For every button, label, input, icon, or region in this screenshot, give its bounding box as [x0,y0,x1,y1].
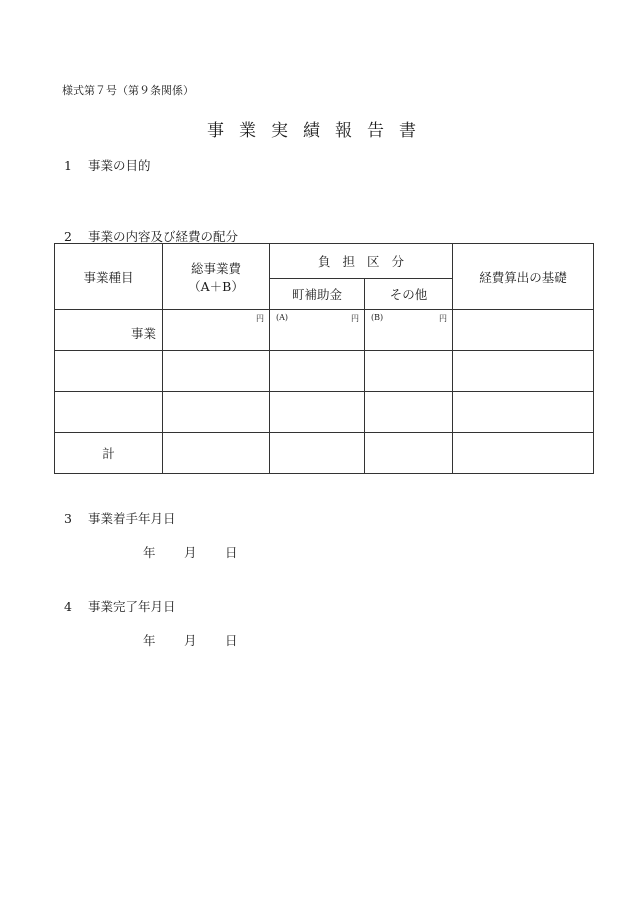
form-number: 様式第７号（第９条関係） [62,84,194,97]
cell-total[interactable] [270,433,365,474]
year-label: 年 [143,545,156,560]
day-label: 日 [225,633,238,648]
total-cost-formula: （A＋B） [188,278,244,294]
cost-allocation-table [54,243,594,474]
cell-empty[interactable] [163,351,270,392]
cell-empty[interactable] [55,351,163,392]
end-date-line [0,631,630,649]
year-label: 年 [143,633,156,648]
cell-total[interactable] [365,433,453,474]
cell-empty[interactable] [270,392,365,433]
start-date-line [0,543,630,561]
cell-cost-basis[interactable] [453,310,594,351]
section-label: 事業の内容及び経費の配分 [88,229,239,244]
section-end-date [64,597,176,615]
header-project-type: 事業種目 [55,244,163,310]
cell-empty[interactable] [453,351,594,392]
document-title: 事業実績報告書 [207,121,431,141]
cell-empty[interactable] [270,351,365,392]
header-town-subsidy: 町補助金 [270,279,365,310]
total-cost-label: 総事業費 [190,260,241,276]
header-other: その他 [365,279,453,310]
header-cost-basis: 経費算出の基礎 [453,244,594,310]
section-number: 1 [64,158,72,173]
section-start-date [64,509,176,527]
cell-total[interactable] [453,433,594,474]
section-purpose [64,156,151,174]
yen-unit: 円 [439,314,448,323]
yen-unit: 円 [256,314,264,323]
section-number: 3 [64,511,72,526]
burden-label: 負担区分 [318,254,417,269]
mark-a: (A) [276,313,289,322]
header-burden [270,244,453,279]
header-total-cost [163,244,270,310]
section-label: 事業着手年月日 [88,511,176,526]
total-label: 計 [55,433,163,474]
cell-empty[interactable] [365,392,453,433]
section-label: 事業完了年月日 [88,599,176,614]
cell-other[interactable] [365,310,453,351]
section-number: 4 [64,599,72,614]
mark-b: (B) [371,313,384,322]
cell-empty[interactable] [365,351,453,392]
cell-total[interactable] [163,433,270,474]
month-label: 月 [184,633,197,648]
cell-empty[interactable] [55,392,163,433]
yen-unit: 円 [351,314,359,323]
project-suffix: 事業 [130,326,156,341]
cell-empty[interactable] [453,392,594,433]
cell-town-subsidy[interactable] [270,310,365,351]
day-label: 日 [225,545,238,560]
month-label: 月 [184,545,197,560]
section-label: 事業の目的 [88,158,151,173]
section-number: 2 [64,229,72,244]
cell-total-cost[interactable] [163,310,270,351]
cell-empty[interactable] [163,392,270,433]
cell-project-type[interactable] [55,310,163,351]
